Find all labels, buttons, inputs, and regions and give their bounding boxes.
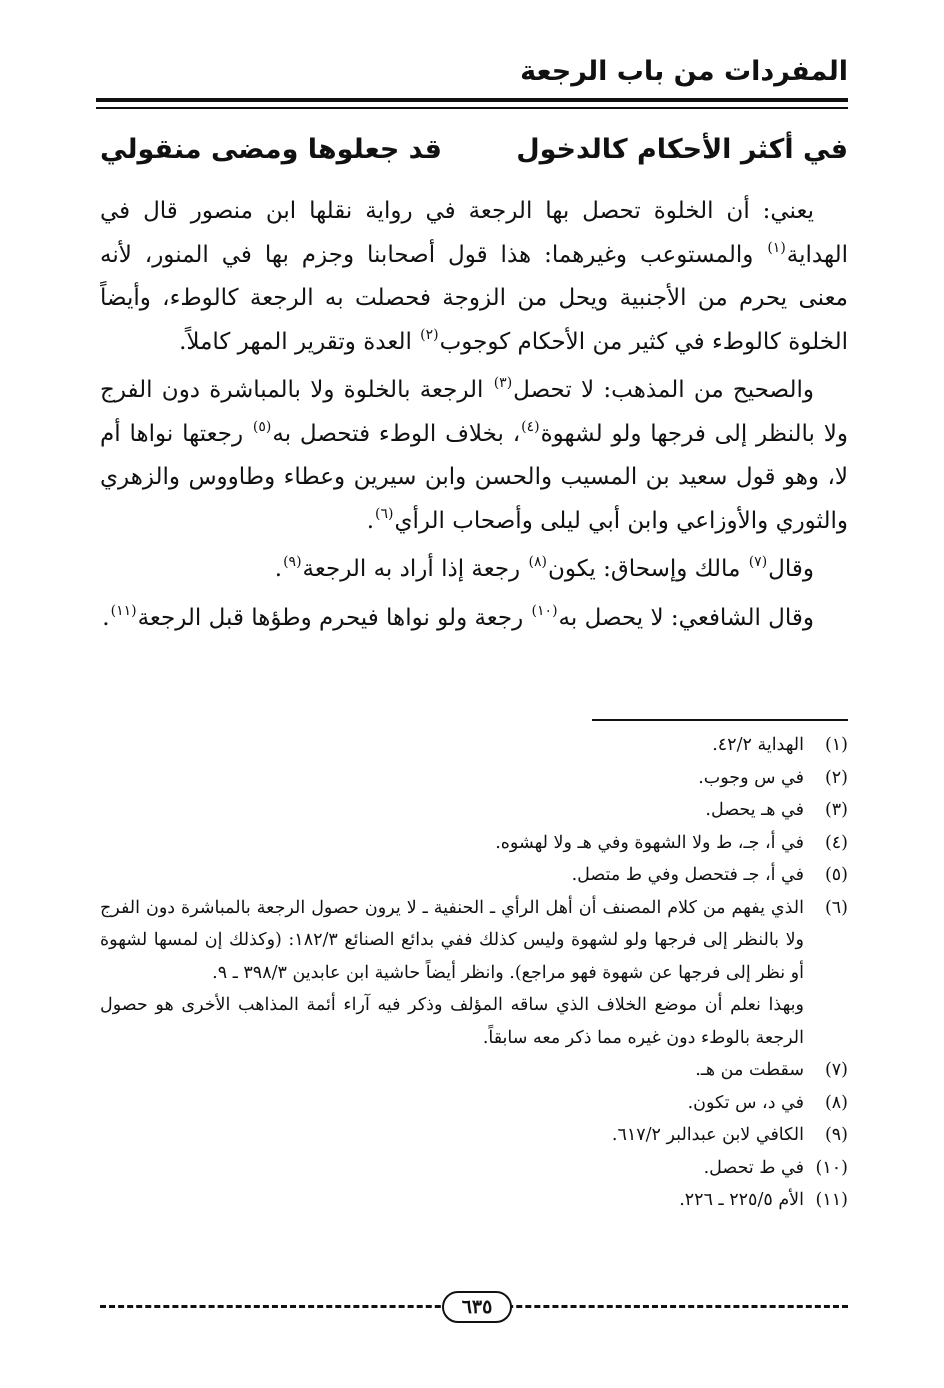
body-text-run: رجعتها نواها أم لا، وهو قول سعيد بن المسيب والحسن وابن سيرين وعطاء وطاووس والزهري والثوري والأوزاعي وابن أبي ليلى وأصحاب الرأي [100,420,848,534]
footnote-paragraph: في هـ يحصل. [705,800,804,820]
footnote-number: (١٠) [815,1157,848,1178]
footnote-marker: (٧) [748,554,768,570]
page-number: ٦٣٥ [442,1291,512,1323]
body-text-run: . [274,556,283,582]
footnote-item [100,1152,848,1185]
footnote-number: (١) [824,735,848,755]
running-header: المفردات من باب الرجعة [520,56,848,87]
footnote-paragraph: في س وجوب. [698,767,804,788]
footnote-marker: (١) [767,239,786,256]
body-text-run: والصحيح من المذهب: لا تحصل [513,377,814,403]
footnote-marker: (٤) [521,418,540,435]
footnotes-list [100,729,848,1217]
commentary-body [100,190,848,645]
body-paragraph [100,369,848,543]
footnote-marker: (٢) [420,326,439,343]
footnote-paragraph: وبهذا نعلم أن موضع الخلاف الذي ساقه المؤلف وذكر فيه آراء أئمة المذاهب الأخرى هو حصول الرجعة بالوطء دون غيره مما ذكر معه سابقاً. [100,995,804,1048]
footnote-number: (٤) [824,832,848,853]
body-text-run: . [102,604,110,631]
poem-verse [100,124,848,174]
footnote-text [100,1087,804,1120]
body-text-run: وقال الشافعي: لا يحصل به [558,604,814,631]
footnote-text [100,762,804,795]
verse-first-hemistich: في أكثر الأحكام كالدخول [516,133,848,165]
footnote-marker: (١٠) [531,602,558,619]
footnote-paragraph: الكافي لابن عبدالبر ٦١٧/٢. [611,1125,804,1145]
body-text-run: الرجعة بالخلوة ولا بالمباشرة دون الفرج ولا بالنظر إلى فرجها ولو لشهوة [100,377,848,447]
footnote-text [100,1054,804,1087]
body-paragraph [100,548,848,592]
footnote-marker: (٥) [252,418,272,435]
footnote-item [100,827,848,860]
footnote-item [100,762,848,795]
footnote-item [100,1184,848,1217]
body-text-run: وقال [768,556,814,582]
footnote-marker: (٩) [283,554,302,570]
footnote-item [100,892,848,1055]
body-paragraph [100,190,848,364]
footnote-text [100,729,804,762]
footnote-paragraph: الهداية ٤٢/٢. [712,735,804,755]
footnote-number: (٢) [824,767,848,788]
verse-second-hemistich: قد جعلوها ومضى منقولي [100,133,442,165]
footnote-text [100,1184,804,1217]
body-text-run: رجعة إذا أراد به الرجعة [302,556,528,582]
body-text-run: يعني: أن الخلوة تحصل بها الرجعة في رواية نقلها ابن منصور قال في الهداية [100,198,848,268]
footnote-paragraph: في أ، جـ فتحصل وفي ط متصل. [571,865,804,885]
body-text-run: مالك وإسحاق: يكون [547,556,748,582]
footnote-marker: (٨) [528,554,547,570]
footnote-marker: (١١) [110,602,137,619]
footnote-number: (٥) [824,865,848,885]
body-paragraph [100,597,848,641]
footnote-separator [592,719,848,721]
footnote-text [100,1119,804,1152]
footnote-item [100,1054,848,1087]
footnote-item [100,859,848,892]
footnote-number: (٩) [824,1125,848,1145]
body-text-run: . [366,507,374,534]
footnote-paragraph: الأم ٢٢٥/٥ ـ ٢٢٦. [679,1190,804,1210]
footnote-number: (٣) [824,800,848,820]
footnote-number: (١١) [815,1190,848,1210]
body-text-run: رجعة ولو نواها فيحرم وطؤها قبل الرجعة [137,604,531,631]
footnote-text [100,794,804,827]
footnote-text [100,892,804,1055]
footnote-text [100,1152,804,1185]
footnote-paragraph: في أ، جـ، ط ولا الشهوة وفي هـ ولا لهشوه. [495,832,804,853]
body-text-run: والمستوعب وغيرهما: هذا قول أصحابنا وجزم بها في المنور، لأنه معنى يحرم من الأجنبية ويحل من الزوجة فحصلت به الرجعة كالوطء، وأيضاً الخلوة كالوطء في كثير من الأحكام كوجوب [100,241,848,355]
header-rule-thick [96,98,848,102]
body-text-run: العدة وتقرير المهر كاملاً. [179,328,420,355]
body-text-run: ، بخلاف الوطء فتحصل به [272,420,521,447]
footnote-marker: (٦) [375,505,394,522]
footnote-item [100,1087,848,1120]
footnote-paragraph: الذي يفهم من كلام المصنف أن أهل الرأي ـ الحنفية ـ لا يرون حصول الرجعة بالمباشرة دون الفرج ولا بالنظر إلى فرجها ولو لشهوة وليس كذلك ففي بدائع الصنائع ١٨٢/٣: (وكذلك إن لمسها لشهوة أو نظر إلى فرجها عن شهوة فهو مراجع). وانظر أيضاً حاشية ابن عابدين ٣٩٨/٣ ـ ٩. [100,897,804,983]
footnote-marker: (٣) [493,375,513,391]
footnote-item [100,794,848,827]
footnote-number: (٨) [824,1092,848,1113]
footnote-paragraph: في ط تحصل. [703,1157,804,1178]
footnote-number: (٦) [824,897,848,918]
footnote-text [100,859,804,892]
header-rule-thin [96,107,848,109]
footnote-paragraph: سقطت من هـ. [695,1060,804,1080]
footnote-text [100,827,804,860]
footnote-paragraph: في د، س تكون. [687,1092,804,1113]
footnote-item [100,729,848,762]
footnote-number: (٧) [824,1060,848,1080]
footnote-item [100,1119,848,1152]
